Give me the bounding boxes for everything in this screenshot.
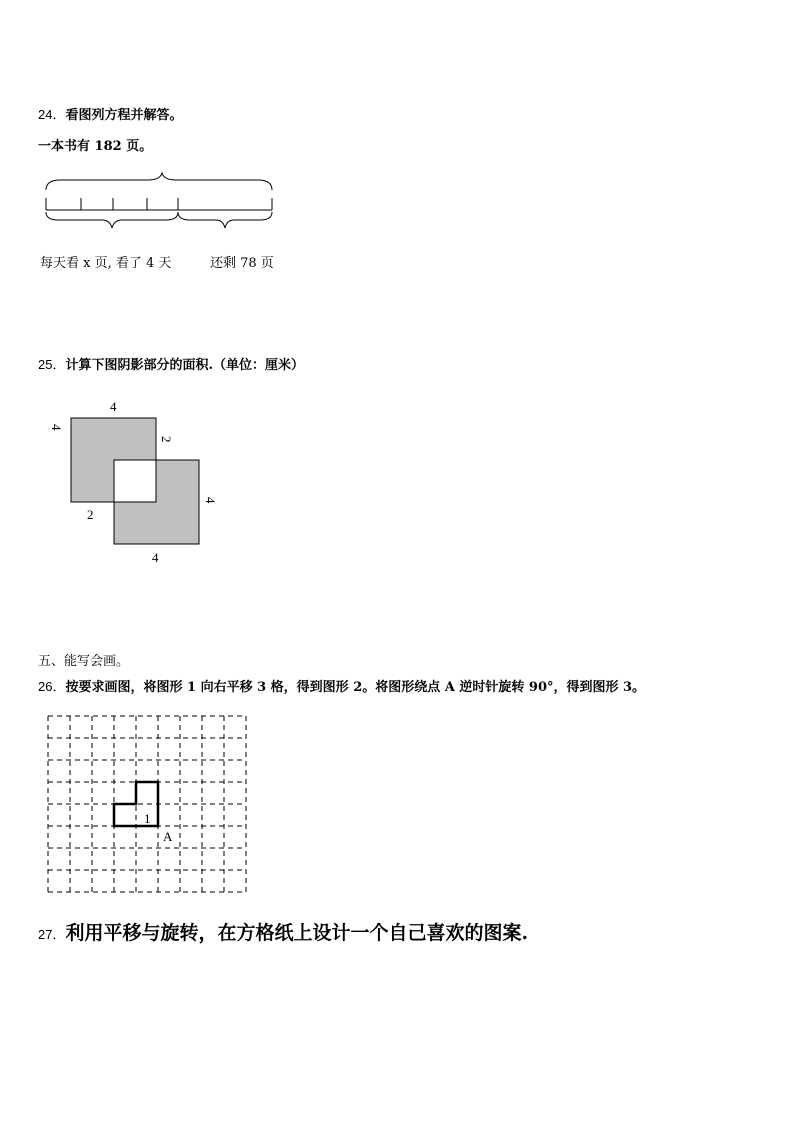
q24-segment-diagram bbox=[40, 172, 280, 232]
q24-brace-remaining bbox=[178, 212, 272, 228]
q24-given: 一本书有 182 页。 bbox=[38, 139, 153, 154]
q25-label-right-lower: 4 bbox=[203, 497, 218, 504]
q25-number: 25． bbox=[38, 357, 66, 372]
q25-label-bottom-left: 2 bbox=[87, 507, 94, 522]
q27-heading bbox=[38, 918, 528, 945]
q26-title: 按要求画图，将图形 1 向右平移 3 格，得到图形 2。将图形绕点 A 逆时针旋转 90°，得到图形 3。 bbox=[65, 680, 646, 695]
q26-heading bbox=[38, 676, 645, 695]
q26-grid bbox=[40, 710, 260, 900]
q25-heading bbox=[38, 354, 304, 373]
q24-label-left: 每天看 x 页, 看了 4 天 bbox=[40, 256, 172, 271]
section5-title: 五、能写会画。 bbox=[38, 654, 130, 669]
q24-heading bbox=[38, 104, 182, 123]
q24-title: 看图列方程并解答。 bbox=[65, 108, 183, 123]
q24-label-right: 还剩 78 页 bbox=[210, 256, 274, 271]
q27-number: 27． bbox=[38, 927, 66, 942]
q25-label-left: 4 bbox=[49, 424, 64, 431]
q25-title: 计算下图阴影部分的面积.（单位：厘米） bbox=[65, 358, 304, 373]
q24-top-brace bbox=[46, 173, 272, 190]
q26-point-label: A bbox=[163, 829, 173, 844]
q26-number: 26． bbox=[38, 679, 66, 694]
q24-number: 24． bbox=[38, 107, 66, 122]
q25-figure bbox=[40, 392, 240, 572]
q25-label-bottom: 4 bbox=[152, 550, 159, 565]
q25-overlap bbox=[114, 460, 156, 502]
q25-label-top: 4 bbox=[110, 399, 117, 414]
q26-figure-label: 1 bbox=[144, 811, 151, 826]
q24-brace-days bbox=[46, 212, 178, 228]
q25-label-right-upper: 2 bbox=[159, 436, 174, 443]
q27-title: 利用平移与旋转，在方格纸上设计一个自己喜欢的图案. bbox=[65, 922, 529, 944]
